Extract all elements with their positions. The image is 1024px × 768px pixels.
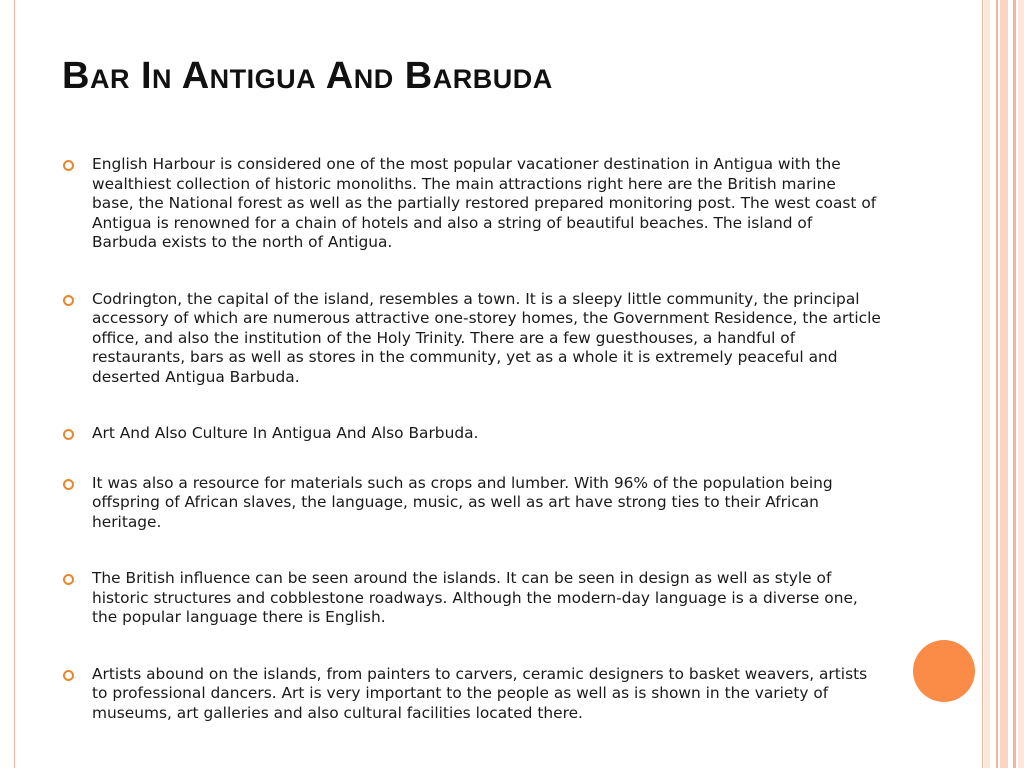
bullet-item xyxy=(62,290,882,388)
bullet-item xyxy=(62,569,882,628)
circle-bullet-icon xyxy=(63,295,74,306)
bullet-text: Art And Also Culture In Antigua And Also Barbuda. xyxy=(92,424,479,442)
bullet-text: Artists abound on the islands, from painters to carvers, ceramic designers to basket weavers, artists to professional dancers. Art is very important to the people as well as is shown in the variety of museums, art galleries and also cultural facilities located there. xyxy=(92,664,868,722)
circle-bullet-icon xyxy=(63,429,74,440)
circle-bullet-icon xyxy=(63,479,74,490)
bullet-item xyxy=(62,474,882,533)
stripe xyxy=(1018,0,1024,768)
circle-bullet-icon xyxy=(63,160,74,171)
stripe xyxy=(1000,0,1008,768)
circle-bullet-icon xyxy=(63,670,74,681)
decorative-stripes xyxy=(982,0,1024,768)
bullet-item xyxy=(62,665,882,724)
bullet-item xyxy=(62,155,882,253)
stripe xyxy=(1013,0,1016,768)
bullet-item xyxy=(62,424,882,444)
bullet-list xyxy=(62,155,882,723)
bullet-text: English Harbour is considered one of the most popular vacationer destination in Antigua with the wealthiest collection of historic monoliths. The main attractions right here are the British marine base, the National forest as well as the partially restored prepared monitoring post. The west coast of Antigua is renowned for a chain of hotels and also a string of beautiful beaches. The island of Barbuda exists to the north of Antigua. xyxy=(92,155,877,251)
circle-bullet-icon xyxy=(63,574,74,585)
slide-title: Bar In Antigua And Barbuda xyxy=(62,55,553,97)
bullet-text: It was also a resource for materials such as crops and lumber. With 96% of the population being offspring of African slaves, the language, music, as well as art have strong ties to their African heritage. xyxy=(92,473,833,531)
bullet-text: The British influence can be seen around the islands. It can be seen in design as well as style of historic structures and cobblestone roadways. Although the modern-day language is a diverse one, the popular language there is English. xyxy=(92,569,858,626)
stripe xyxy=(996,0,998,768)
decorative-orange-circle xyxy=(913,640,975,702)
bullet-text: Codrington, the capital of the island, resembles a town. It is a sleepy little community, the principal accessory of which are numerous attractive one-storey homes, the Government Residence, the article office, and also the institution of the Holy Trinity. There are a few guesthouses, a handful of restaurants, bars as well as stores in the community, yet as a whole it is extremely peaceful and deserted Antigua Barbuda. xyxy=(92,289,881,386)
stripe xyxy=(984,0,990,768)
